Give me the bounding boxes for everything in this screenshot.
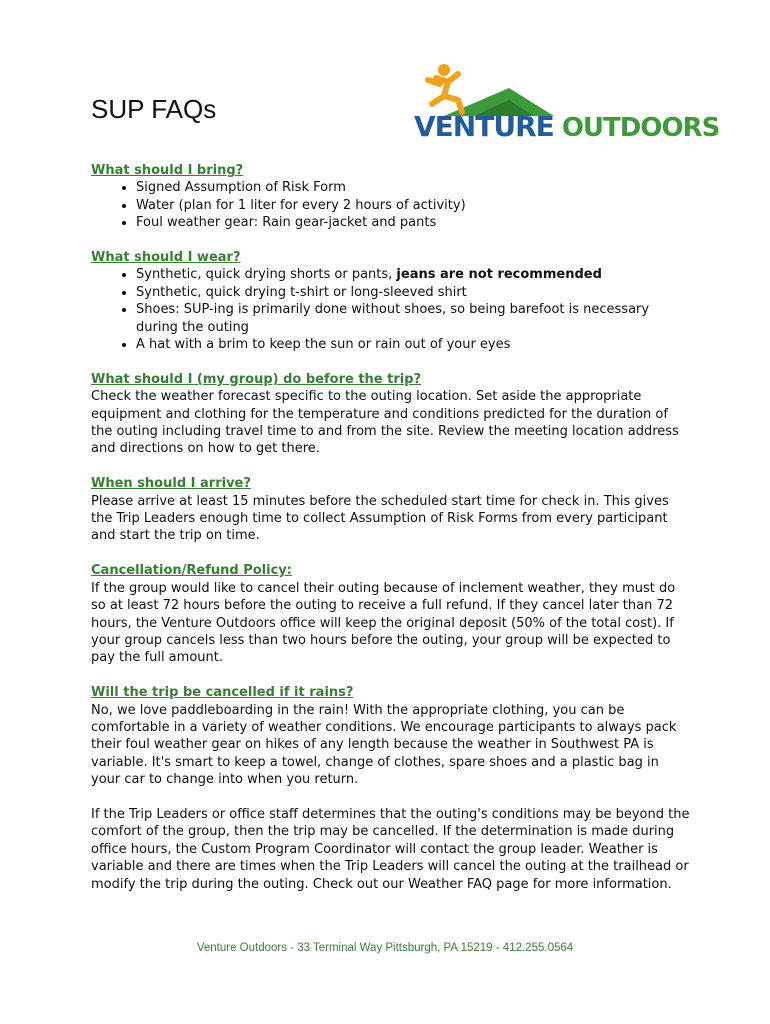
faq-wear xyxy=(91,249,691,353)
list-item: • Water (plan for 1 liter for every 2 hours of activity) xyxy=(136,197,691,214)
emphasis-text: jeans are not recommended xyxy=(396,267,602,283)
answer-text: No, we love paddleboarding in the rain! With the appropriate clothing, you can be comfortable in a variety of weather conditions. We encourage participants to always pack their foul weather gear on hikes of any length because the weather in Southwest PA is variable. It's smart to keep a towel, change of clothes, spare shoes and a plastic bag in your car to change into when you return. xyxy=(91,702,677,788)
logo-wordmark: VENTURE OUTDOORS xyxy=(414,110,720,143)
question-heading: What should I bring? xyxy=(91,163,244,178)
question-heading: Cancellation/Refund Policy: xyxy=(91,563,292,579)
faq-content xyxy=(91,162,691,910)
question-heading: When should I arrive? xyxy=(91,476,251,492)
list-item: • A hat with a brim to keep the sun or rain out of your eyes xyxy=(136,336,691,353)
venture-outdoors-logo xyxy=(414,60,720,150)
wear-list xyxy=(91,266,691,353)
page-footer: Venture Outdoors - 33 Terminal Way Pittsburgh, PA 15219 - 412.255.0564 xyxy=(196,942,574,954)
question-heading: Will the trip be cancelled if it rains? xyxy=(91,685,354,701)
list-item: • Signed Assumption of Risk Form xyxy=(136,179,691,196)
answer-text: Check the weather forecast specific to the outing location. Set aside the appropriate equipment and clothing for the temperature and conditions predicted for the duration of the outing including travel time to and from the site. Review the meeting location address and directions on how to get there. xyxy=(91,389,679,457)
faq-cancel xyxy=(91,562,691,666)
list-item: • Synthetic, quick drying t-shirt or long-sleeved shirt xyxy=(136,284,691,301)
list-item: • Synthetic, quick drying shorts or pants, jeans are not recommended xyxy=(136,266,691,283)
list-item: • Shoes: SUP-ing is primarily done without shoes, so being barefoot is necessary during the outing xyxy=(136,301,691,336)
answer-text: If the Trip Leaders or office staff determines that the outing's conditions may be beyond the comfort of the group, then the trip may be cancelled. If the determination is made during office hours, the Custom Program Coordinator will contact the group leader. Weather is variable and there are times when the Trip Leaders will cancel the outing at the trailhead or modify the trip during the outing. Check out our Weather FAQ page for more information. xyxy=(91,806,690,892)
page-title: SUP FAQs xyxy=(91,94,217,124)
question-heading: What should I (my group) do before the trip? xyxy=(91,371,422,387)
bring-list xyxy=(91,179,691,231)
faq-before xyxy=(91,371,691,458)
faq-arrive xyxy=(91,475,691,545)
question-heading: What should I wear? xyxy=(91,250,241,266)
list-item: • Foul weather gear: Rain gear-jacket and pants xyxy=(136,214,691,231)
answer-text: Please arrive at least 15 minutes before the scheduled start time for check in. This gives the Trip Leaders enough time to collect Assumption of Risk Forms from every participant and start the trip on time. xyxy=(91,493,669,544)
faq-bring xyxy=(91,162,691,232)
answer-text: If the group would like to cancel their outing because of inclement weather, they must do so at least 72 hours before the outing to receive a full refund. If they cancel later than 72 hours, the Venture Outdoors office will keep the original deposit (50% of the total cost). If your group cancels less than two hours before the outing, your group will be expected to pay the full amount. xyxy=(91,580,676,666)
faq-rain xyxy=(91,684,691,893)
